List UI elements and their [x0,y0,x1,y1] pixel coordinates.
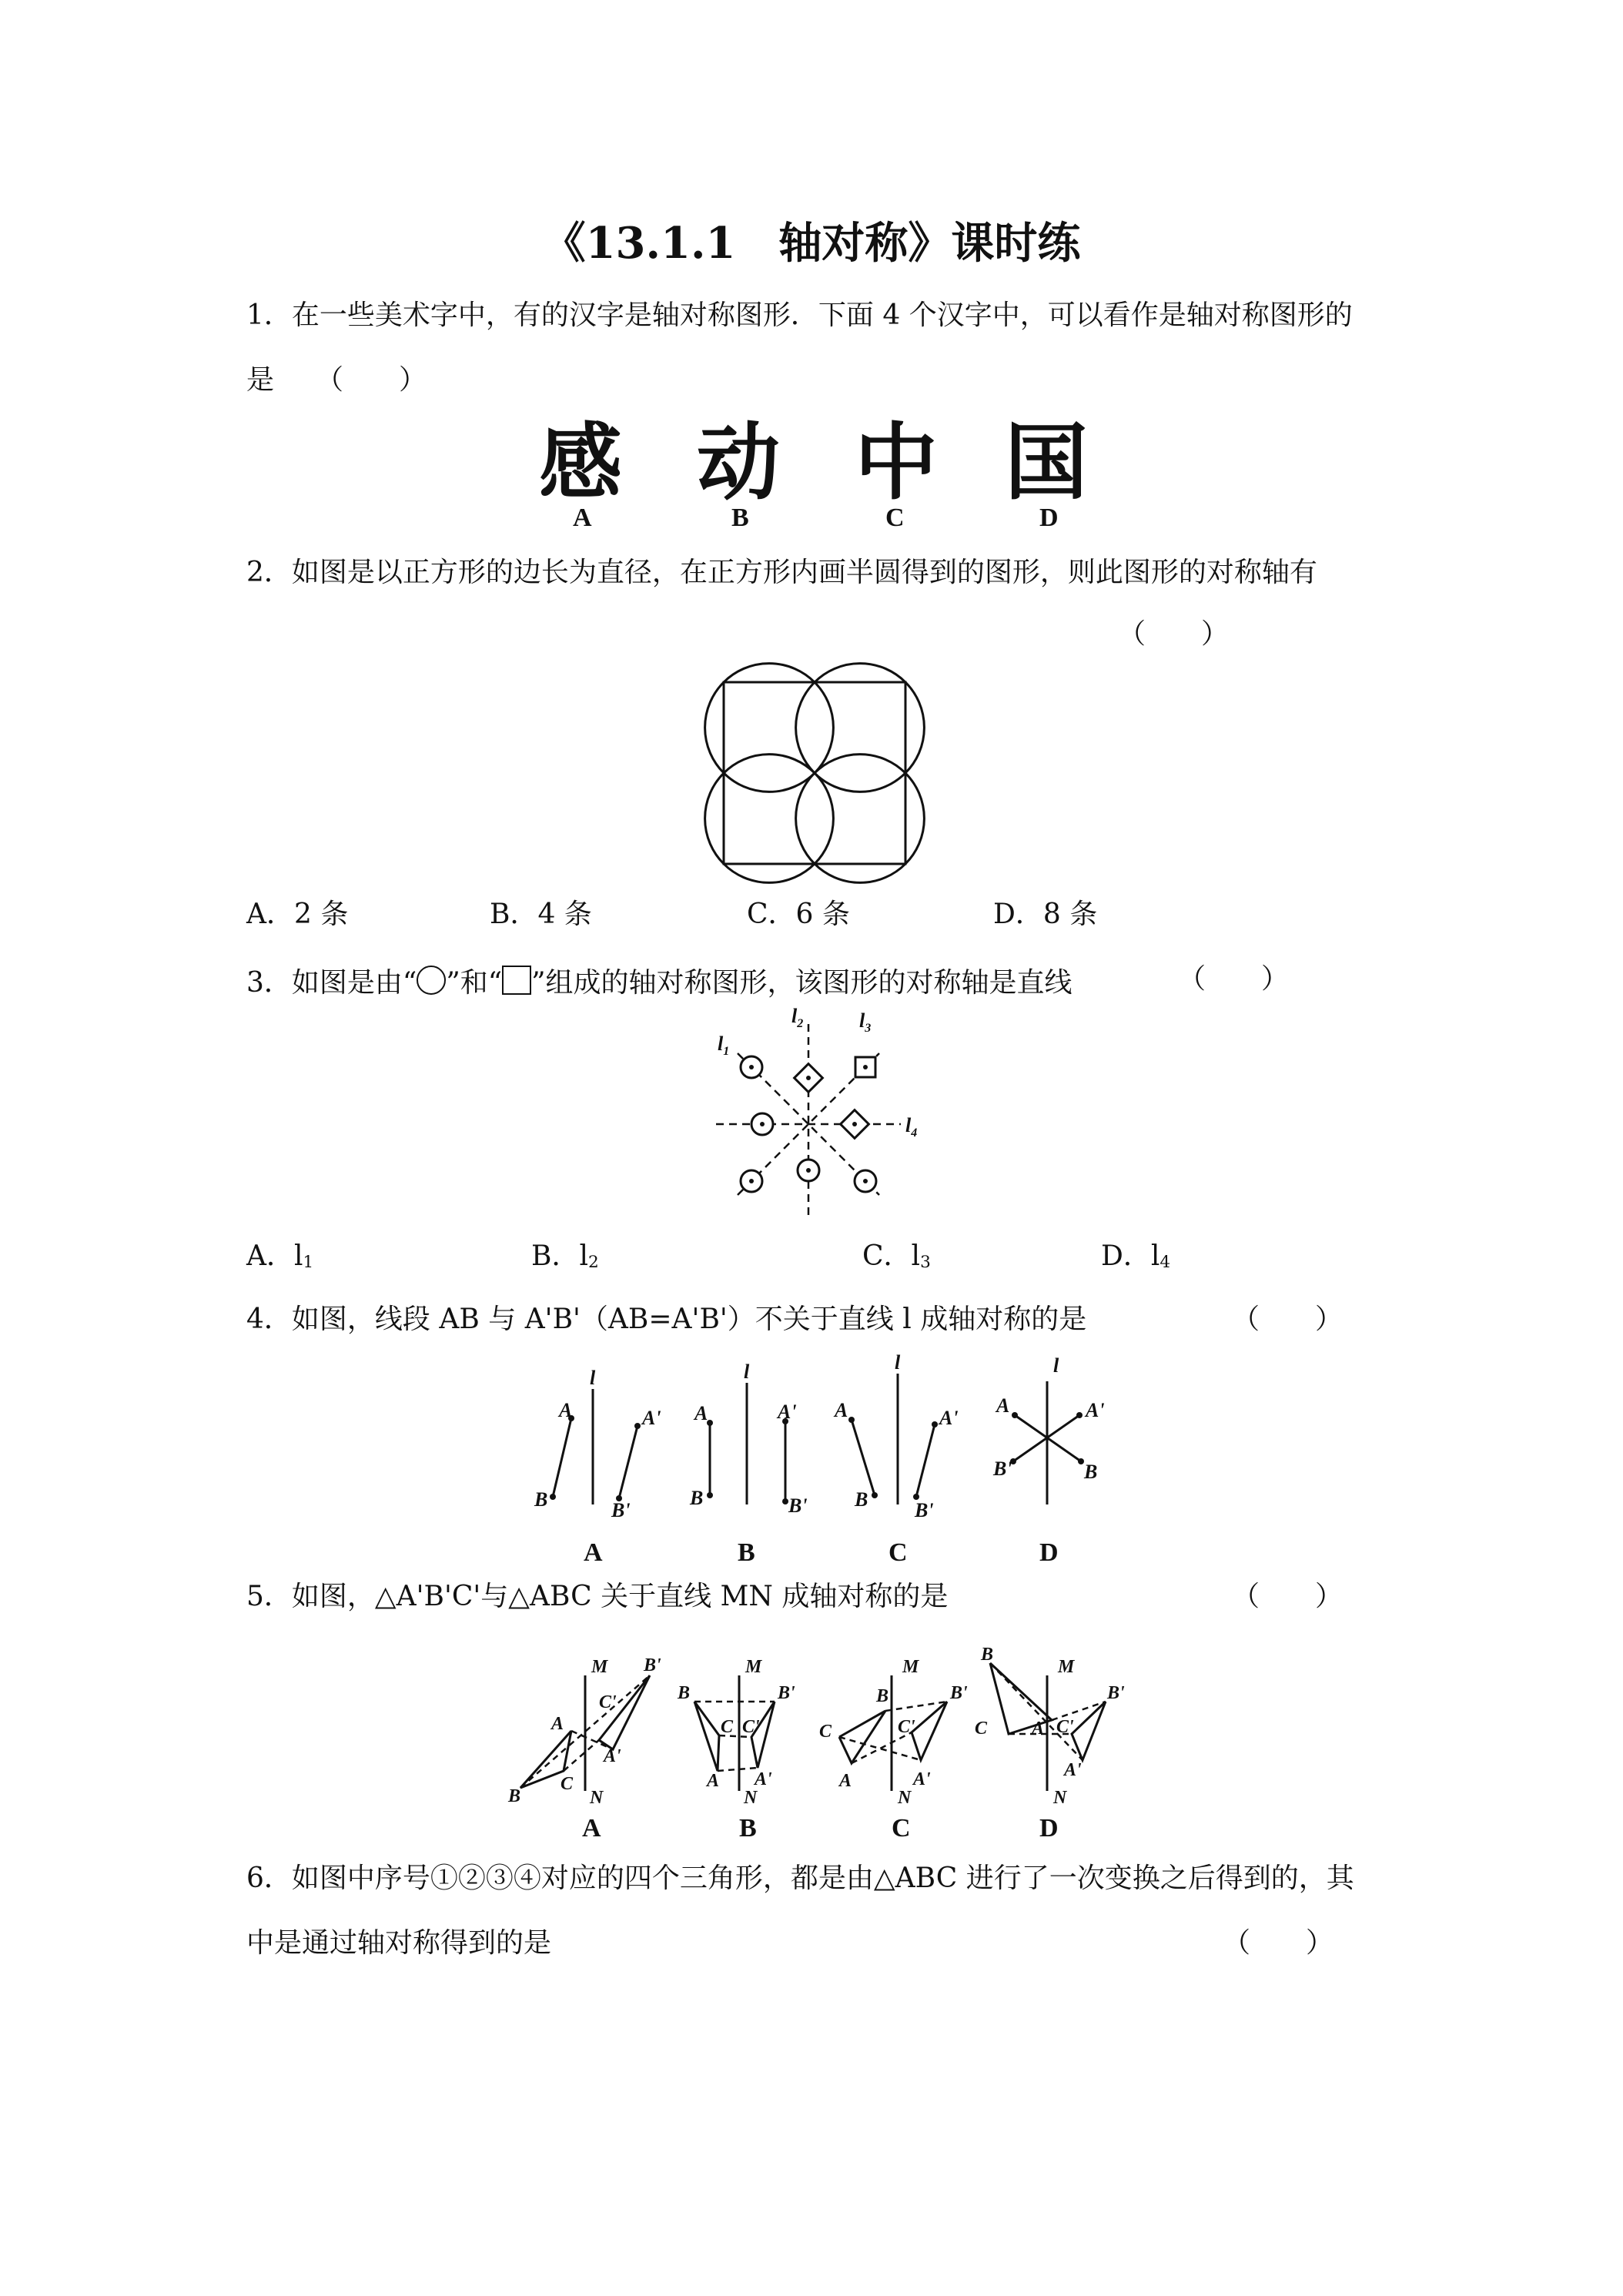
q6-text-line1: 6．如图中序号①②③④对应的四个三角形，都是由△ABC 进行了一次变换之后得到的，其 [246,1863,1354,1894]
q4-label-a: A [584,1538,603,1567]
q1-text-line1: 1．在一些美术字中，有的汉字是轴对称图形．下面 4 个汉字中，可以看作是轴对称图形的 [246,300,1353,331]
q4-a-point-a: A [559,1399,573,1421]
q4-b-line-label: l [744,1361,750,1383]
q1-label-c: C [885,504,905,532]
q1-char-a: 感 [539,415,623,511]
q4-a-point-b: B [534,1488,548,1511]
q5-d-label-n: N [1053,1788,1067,1808]
q3-axis-label-l3: $l_3$ [859,1009,872,1035]
q2-option-d: D．8 条 [993,899,1098,930]
q5-text: 5．如图，△A'B'C'与△ABC 关于直线 MN 成轴对称的是 [246,1581,949,1612]
q2-option-b: B．4 条 [490,899,592,930]
q5-b-label-n: N [744,1788,758,1808]
q2-option-a: A．2 条 [246,899,349,930]
q6-text-line2: 中是通过轴对称得到的是 [246,1927,552,1959]
q3-option-c-base: l [911,1240,921,1272]
q3-option-a-prefix: A． [246,1240,294,1272]
q5-a-label-a-prime: A' [604,1746,621,1766]
q4-b-point-a: A [694,1402,708,1424]
q3-option-c [862,1240,931,1273]
q4-a-point-a-prime: A' [642,1407,661,1429]
q4-segments-figure [516,1350,1147,1520]
q1-char-c: 中 [855,415,939,511]
square-shape-icon [502,966,531,995]
q5-c-label-c: C [819,1722,832,1742]
q1-text-line2: 是 （ ） [246,364,427,396]
q2-text-line1: 2．如图是以正方形的边长为直径，在正方形内画半圆得到的图形，则此图形的对称轴有 [246,557,1317,588]
q3-option-d [1101,1240,1171,1273]
q3-answer-paren: （ ） [1178,963,1290,995]
q1-label-a: A [573,504,592,532]
q5-b-label-b: B [678,1683,691,1703]
q4-c-line-label: l [895,1351,901,1374]
q3-option-b-prefix: B． [531,1240,580,1272]
q5-c-label-b: B [876,1686,889,1706]
q3-axis-label-l1: $l_1$ [718,1033,730,1058]
q5-d-label-c-prime: C' [1056,1717,1074,1737]
q5-d-label-b-prime: B' [1107,1683,1125,1703]
q4-d-point-a-prime: A' [1086,1399,1105,1421]
q3-option-c-sub: 3 [920,1253,931,1273]
q4-d-point-b-prime: B' [993,1458,1012,1480]
q2-square-petal-figure [722,681,907,865]
q1-char-b: 动 [697,415,781,511]
q1-label-d: D [1039,504,1059,532]
q5-c-label-c-prime: C' [898,1717,915,1737]
q5-label-a: A [582,1814,601,1842]
q5-a-label-m: M [591,1657,608,1677]
q5-c-label-m: M [902,1657,919,1677]
q3-option-b [531,1240,599,1273]
q4-c-point-b-prime: B' [915,1499,934,1521]
q5-label-c: C [892,1814,911,1842]
q5-triangles-figure [500,1637,1147,1814]
q3-option-c-prefix: C． [862,1240,912,1272]
q4-b-point-b: B [690,1487,704,1509]
q5-c-label-a: A [839,1771,852,1791]
q3-option-b-sub: 2 [587,1253,599,1273]
q4-d-point-a: A [996,1394,1010,1417]
q2-option-c: C．6 条 [747,899,850,930]
q5-d-label-c: C [975,1719,988,1739]
q5-b-label-m: M [745,1657,762,1677]
q1-char-d: 国 [1005,415,1089,511]
q2-answer-paren: （ ） [1118,618,1230,650]
circle-shape-icon [417,966,446,995]
q3-option-d-base: l [1150,1240,1160,1272]
q3-option-a-sub: 1 [303,1253,314,1273]
q3-axis-label-l2: $l_2$ [791,1005,804,1030]
q5-b-label-a-prime: A' [755,1769,772,1789]
q4-text: 4．如图，线段 AB 与 A'B'（AB=A'B'）不关于直线 l 成轴对称的是 [246,1304,1087,1335]
q3-option-d-sub: 4 [1160,1253,1171,1273]
q4-b-point-b-prime: B' [788,1494,808,1517]
q5-a-label-c: C [561,1774,574,1794]
q5-b-label-a: A [707,1771,720,1791]
q4-b-point-a-prime: A' [778,1401,797,1423]
q3-option-d-prefix: D． [1101,1240,1151,1272]
q5-d-label-m: M [1058,1657,1075,1677]
q5-label-b: B [739,1814,757,1842]
q4-a-point-b-prime: B' [611,1499,631,1521]
q5-a-label-b-prime: B' [644,1655,661,1675]
q4-d-line-label: l [1053,1354,1059,1377]
q4-label-c: C [888,1538,908,1567]
q3-text-mid: ”和“ [446,967,503,999]
page-title: 《13.1.1 轴对称》课时练 [542,218,1081,269]
q5-a-label-n: N [590,1788,604,1808]
q5-b-label-c: C [721,1717,734,1737]
q4-label-b: B [738,1538,755,1567]
q3-symmetry-axes-figure [708,1005,939,1240]
q5-c-label-n: N [898,1788,912,1808]
q5-d-label-a: A [1032,1719,1045,1739]
q5-label-d: D [1039,1814,1059,1842]
q3-option-a [246,1240,314,1273]
q3-text-pre: 3．如图是由“ [246,967,417,999]
q3-option-b-base: l [579,1240,588,1272]
q4-c-point-b: B [855,1488,868,1511]
q5-c-label-b-prime: B' [950,1683,968,1703]
q5-a-label-c-prime: C' [599,1692,617,1712]
q4-label-d: D [1039,1538,1059,1567]
q5-a-label-a: A [551,1714,564,1734]
q5-d-label-a-prime: A' [1064,1760,1082,1780]
q4-a-line-label: l [590,1367,596,1389]
q4-c-point-a-prime: A' [939,1407,959,1429]
q5-b-label-b-prime: B' [778,1683,795,1703]
q3-text [246,966,1073,997]
q5-d-label-b: B [981,1645,994,1665]
q5-c-label-a-prime: A' [913,1769,931,1789]
q4-answer-paren: （ ） [1232,1304,1344,1335]
q5-b-label-c-prime: C' [742,1717,760,1737]
q6-answer-paren: （ ） [1223,1927,1334,1959]
q5-a-label-b: B [508,1786,521,1806]
q3-axis-label-l4: $l_4$ [905,1114,918,1140]
q4-d-point-b: B [1084,1461,1098,1483]
q4-c-point-a: A [835,1399,848,1421]
q3-text-post: ”组成的轴对称图形，该图形的对称轴是直线 [531,967,1073,999]
q5-answer-paren: （ ） [1232,1581,1344,1612]
q3-option-a-base: l [294,1240,303,1272]
q1-label-b: B [731,504,749,532]
